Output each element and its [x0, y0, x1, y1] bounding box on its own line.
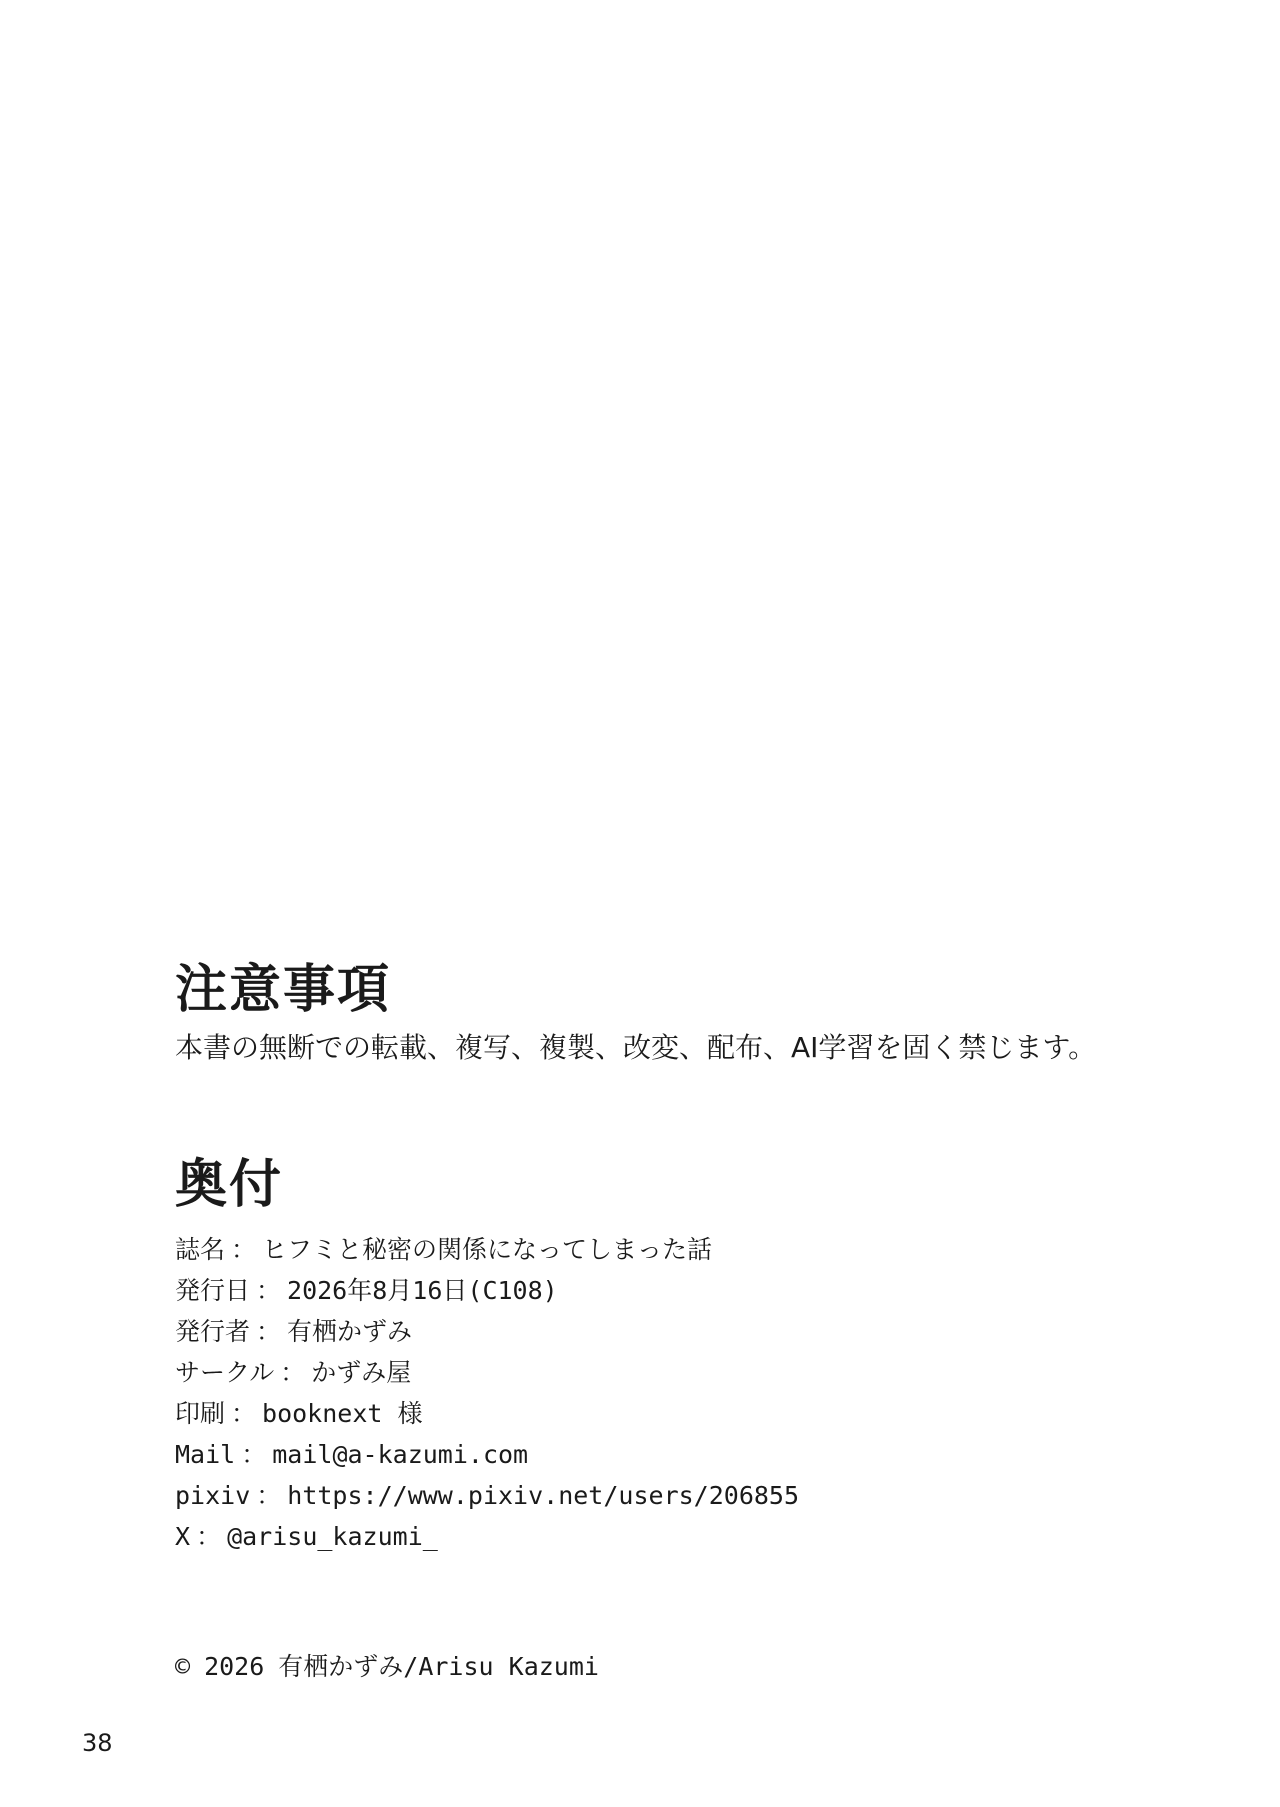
row-separator: ： [241, 1440, 267, 1469]
colophon-row-printer [175, 1393, 799, 1434]
row-label: サークル [175, 1358, 275, 1387]
page-number: 38 [82, 1729, 113, 1757]
row-label: 印刷 [175, 1399, 226, 1428]
notice-heading: 注意事項 [175, 960, 392, 1020]
row-separator: ： [256, 1276, 282, 1305]
row-label: 誌名 [175, 1235, 226, 1264]
row-value: ヒフミと秘密の関係になってしまった話 [262, 1235, 713, 1264]
colophon-section [175, 1155, 799, 1573]
copyright-symbol: © [175, 1652, 191, 1681]
row-value: https://www.pixiv.net/users/206855 [287, 1481, 800, 1510]
colophon-row-pixiv [175, 1475, 799, 1516]
colophon-row-title [175, 1229, 799, 1270]
row-label: Mail [175, 1440, 236, 1469]
colophon-row-x [175, 1516, 799, 1557]
copyright-line [175, 1650, 599, 1684]
copyright-year: 2026 [204, 1652, 265, 1681]
row-label: X [175, 1522, 191, 1551]
colophon-row-date [175, 1270, 799, 1311]
row-value: 有栖かずみ [287, 1317, 413, 1346]
copyright-holder: 有栖かずみ/Arisu Kazumi [278, 1652, 599, 1681]
row-separator: ： [196, 1522, 222, 1551]
colophon-list [175, 1229, 799, 1557]
row-separator: ： [280, 1358, 306, 1387]
colophon-row-circle [175, 1352, 799, 1393]
row-label: pixiv [175, 1481, 251, 1510]
colophon-heading: 奥付 [175, 1155, 284, 1215]
row-separator: ： [231, 1399, 257, 1428]
row-value: mail@a-kazumi.com [272, 1440, 529, 1469]
row-value: 2026年8月16日(C108) [287, 1276, 558, 1305]
row-separator: ： [256, 1317, 282, 1346]
colophon-row-mail [175, 1434, 799, 1475]
row-label: 発行日 [175, 1276, 251, 1305]
colophon-row-publisher [175, 1311, 799, 1352]
row-label: 発行者 [175, 1317, 251, 1346]
row-separator: ： [231, 1235, 257, 1264]
row-value: かずみ屋 [311, 1358, 412, 1387]
notice-text: 本書の無断での転載、複写、複製、改変、配布、AI学習を固く禁じます。 [175, 1031, 1097, 1064]
row-value: @arisu_kazumi_ [227, 1522, 438, 1551]
row-separator: ： [256, 1481, 282, 1510]
row-value: booknext 様 [262, 1399, 423, 1428]
notice-section [175, 960, 1096, 1066]
